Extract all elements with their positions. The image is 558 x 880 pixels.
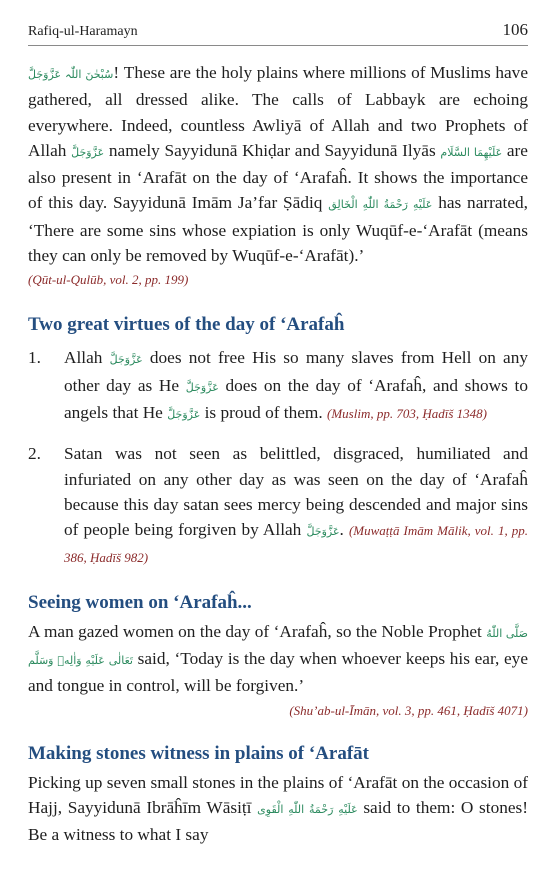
item-text: does not free His so many slaves from Hell on any other day as He bbox=[64, 348, 529, 395]
section-text: A man gazed women on the day of ‘Arafaĥ, so the Noble Prophet bbox=[28, 621, 482, 641]
book-title: Rafiq-ul-Haramayn bbox=[28, 24, 138, 39]
citation: (Qūt-ul-Qulūb, vol. 2, pp. 199) bbox=[28, 272, 189, 288]
list-item bbox=[28, 345, 528, 427]
item-text: is proud of them. bbox=[204, 402, 323, 422]
section-text: said, ‘Today is the day when whoever keeps his ear, eye and tongue in control, will be forgiven.’ bbox=[28, 649, 528, 696]
item-text: Satan was not seen as belittled, disgraced, humiliated and infuriated on any other day as was seen on the day of ‘Arafaĥ because this day satan sees mercy being descended and major sins of people being forgiven by Allah bbox=[64, 444, 528, 540]
section-heading: Seeing women on ‘Arafaĥ... bbox=[28, 591, 252, 613]
item-text: does on the day of ‘Arafaĥ, and shows to angels that He bbox=[64, 375, 528, 422]
running-header bbox=[28, 20, 528, 46]
arabic-invocation: عَلَيْهِمَا السَّلَام bbox=[440, 145, 503, 159]
arabic-invocation: عَزَّوَجَلَّ bbox=[306, 525, 340, 539]
section-paragraph bbox=[28, 770, 528, 848]
intro-citation-line bbox=[28, 269, 528, 291]
section-heading: Two great virtues of the day of ‘Arafaĥ bbox=[28, 314, 345, 336]
arabic-invocation: عَزَّوَجَلَّ bbox=[71, 145, 105, 159]
arabic-invocation: عَزَّوَجَلَّ bbox=[109, 353, 143, 367]
section-text: said to them: O stones! Be a witness to what I say bbox=[28, 797, 528, 845]
citation: (Shu’ab-ul-Īmān, vol. 3, pp. 461, Ḥadīš 4071) bbox=[289, 702, 528, 718]
section-text: Picking up seven small stones in the plains of ‘Arafāt on the occasion of Hajj, Sayyidunā Ibrāĥīm Wāsiṭī bbox=[28, 772, 528, 817]
list-number: 2. bbox=[28, 444, 41, 464]
intro-text-4: has narrated, ‘There are some sins whose expiation is only Wuqūf-e-‘Arafāt (means they can only be removed by Wuqūf-e-‘Arafāt).’ bbox=[28, 193, 528, 266]
intro-text-2: namely Sayyidunā Khiḍar and Sayyidunā Ilyās bbox=[108, 140, 436, 160]
intro-paragraph bbox=[28, 60, 528, 268]
section-heading: Making stones witness in plains of ‘Arafāt bbox=[28, 742, 369, 764]
section-paragraph bbox=[28, 619, 528, 699]
arabic-invocation: صَلَّى اللّٰهُ تَعَالٰى عَلَيْهِ وَاٰلِهٖ وَسَلَّم bbox=[28, 626, 528, 668]
intro-text-3: are also present in ‘Arafāt on the day of ‘Arafaĥ. It shows the importance of this day. Sayyidunā Imām Ja’far Ṣādiq bbox=[28, 140, 528, 213]
citation: (Muwaṭṭā Imām Mālik, vol. 1, pp. 386, Ḥadīš 982) bbox=[64, 523, 528, 566]
item-text: Allah bbox=[64, 348, 103, 368]
list-item-text bbox=[64, 441, 528, 570]
page-body bbox=[28, 60, 528, 848]
arabic-invocation: عَزَّوَجَلَّ bbox=[185, 380, 219, 394]
arabic-invocation: سُبْحٰنَ اللّٰہ عَزَّوَجَلَّ bbox=[28, 68, 114, 81]
arabic-invocation: عَلَيْهِ رَحْمَةُ اللّٰهِ الْقَوِى bbox=[257, 802, 358, 816]
arabic-invocation: عَلَيْهِ رَحْمَةُ اللّٰهِ الْخَالِق bbox=[328, 198, 433, 212]
item-text: . bbox=[339, 520, 344, 540]
intro-text-1: ! These are the holy plains where millions of Muslims have gathered, all dressed alike. The calls of Labbayk are echoing everywhere. Indeed, countless Awliyā of Allah and two Prophets of Allah bbox=[28, 63, 528, 160]
list-item bbox=[28, 441, 528, 570]
page-number: 106 bbox=[502, 20, 528, 39]
citation: (Muslim, pp. 703, Ḥadīš 1348) bbox=[327, 405, 487, 421]
list-number: 1. bbox=[28, 348, 41, 368]
list-item-text bbox=[64, 345, 528, 427]
section2-citation-line bbox=[28, 700, 528, 722]
arabic-invocation: عَزَّوَجَلَّ bbox=[167, 407, 201, 421]
